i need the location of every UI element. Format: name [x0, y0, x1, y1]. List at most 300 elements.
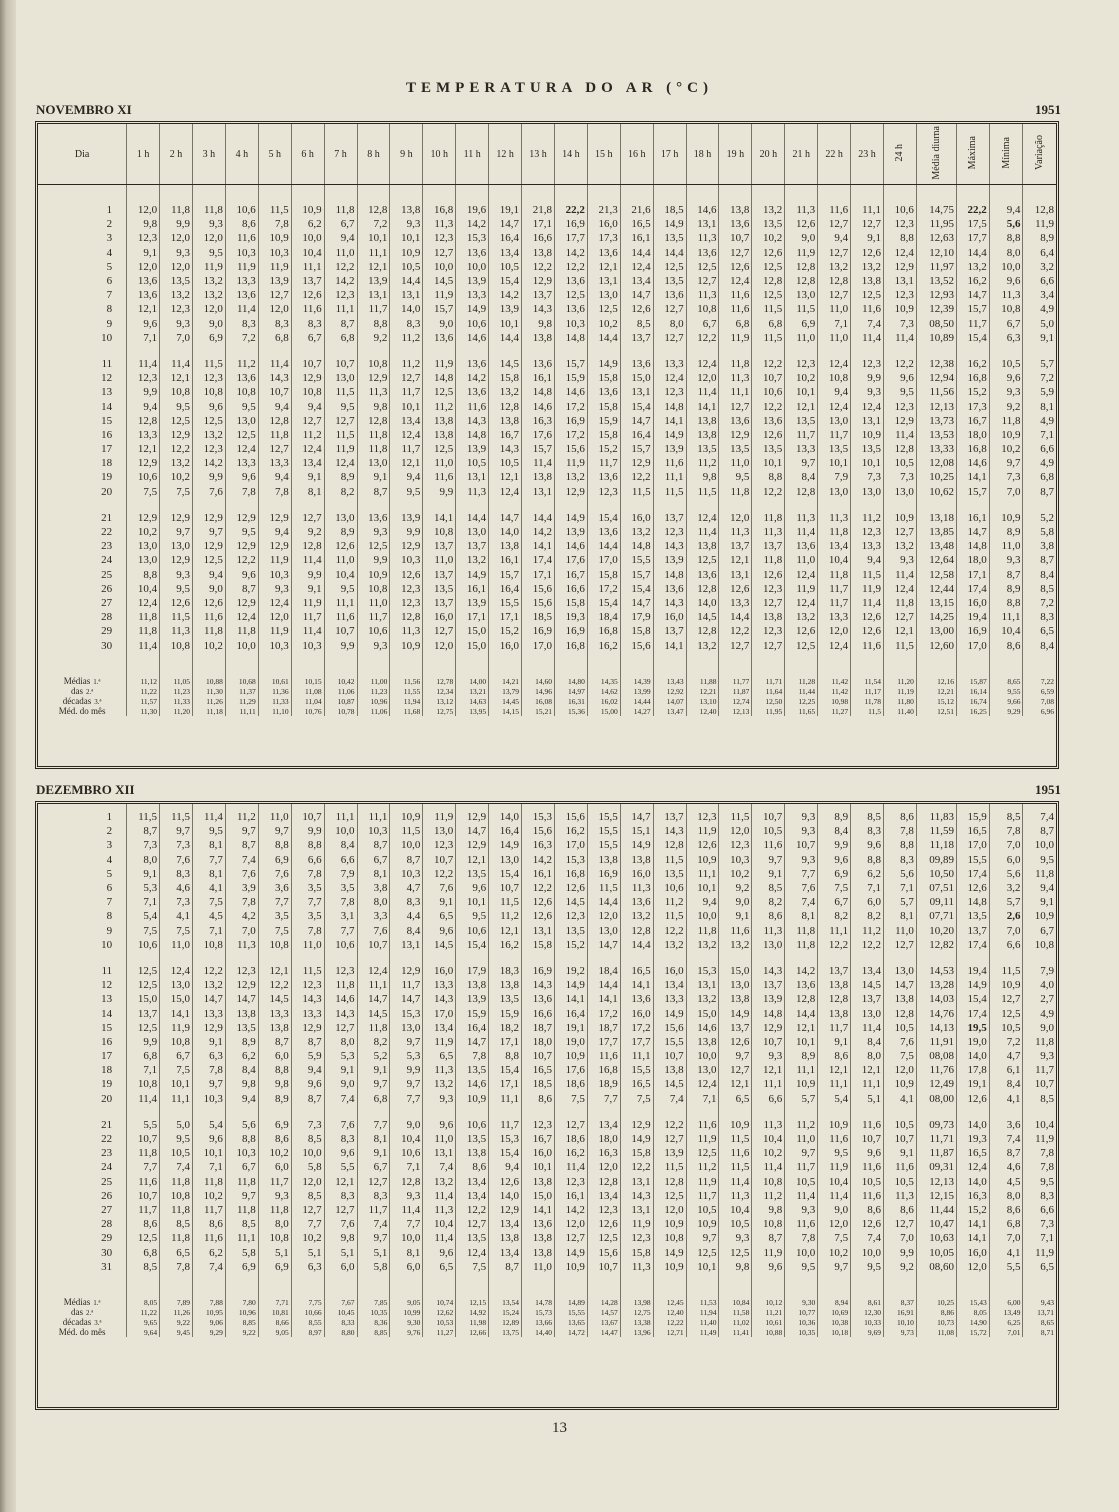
temperature-value: 11,7	[818, 582, 851, 596]
temperature-value: 7,6	[357, 924, 390, 938]
temperature-value: 8,6	[851, 1203, 884, 1217]
temperature-value: 13,6	[620, 357, 653, 371]
temperature-value: 12,0	[719, 824, 752, 838]
temperature-value: 11,0	[785, 1132, 818, 1146]
spacer-cell	[127, 1106, 160, 1118]
temperature-value: 21,8	[522, 203, 555, 217]
december-temperature-table	[38, 804, 1056, 1337]
temperature-value: 13,7	[818, 964, 851, 978]
temperature-value: 12,8	[785, 992, 818, 1006]
mean-value: 11,11	[225, 707, 258, 717]
temperature-value: 13,8	[390, 203, 423, 217]
mean-value: 14,60	[522, 677, 555, 687]
table-row	[38, 1245, 1056, 1259]
temperature-value: 13,18	[916, 511, 956, 525]
temperature-value: 16,9	[554, 217, 587, 231]
temperature-value: 15,9	[554, 371, 587, 385]
mean-value: 12,89	[489, 1318, 522, 1328]
temperature-value: 7,4	[851, 317, 884, 331]
table-row	[38, 442, 1056, 456]
table-row	[38, 203, 1056, 217]
temperature-value: 16,7	[522, 1132, 555, 1146]
temperature-value: 13,1	[686, 217, 719, 231]
mean-value: 11,42	[818, 677, 851, 687]
spacer-cell	[686, 653, 719, 665]
spacer-cell	[258, 185, 291, 204]
temperature-value: 11,9	[291, 596, 324, 610]
temperature-value: 12,7	[719, 246, 752, 260]
spacer-cell	[456, 185, 489, 204]
temperature-value: 14,9	[456, 302, 489, 316]
temperature-value: 11,5	[653, 1160, 686, 1174]
temperature-value: 9,6	[851, 1146, 884, 1160]
temperature-value: 11,6	[851, 1160, 884, 1174]
mean-value: 14,00	[456, 677, 489, 687]
temperature-value: 13,2	[686, 938, 719, 952]
temperature-value: 09,89	[916, 853, 956, 867]
temperature-value: 7,0	[989, 924, 1023, 938]
temperature-value: 8,5	[1023, 1092, 1056, 1106]
temperature-value: 14,4	[587, 978, 620, 992]
column-header: 20 h	[752, 124, 785, 185]
temperature-value: 8,7	[324, 317, 357, 331]
temperature-value: 14,8	[957, 539, 990, 553]
temperature-value: 8,1	[884, 909, 917, 923]
temperature-value: 12,3	[390, 596, 423, 610]
temperature-value: 11,7	[587, 456, 620, 470]
table-row	[38, 331, 1056, 345]
temperature-value: 13,8	[456, 978, 489, 992]
temperature-value: 14,2	[554, 246, 587, 260]
temperature-value: 7,2	[225, 331, 258, 345]
temperature-value: 17,0	[957, 638, 990, 652]
temperature-value: 13,6	[357, 511, 390, 525]
temperature-value: 10,4	[989, 624, 1023, 638]
temperature-value: 14,3	[522, 978, 555, 992]
temperature-value: 9,3	[851, 385, 884, 399]
temperature-value: 6,8	[324, 331, 357, 345]
mean-value: 8,05	[957, 1308, 990, 1318]
spacer-cell	[884, 1274, 917, 1286]
temperature-value: 19,0	[554, 1035, 587, 1049]
temperature-value: 16,8	[957, 442, 990, 456]
temperature-value: 16,0	[620, 511, 653, 525]
temperature-value: 12,0	[192, 231, 225, 245]
temperature-value: 12,60	[916, 638, 956, 652]
temperature-value: 12,7	[390, 371, 423, 385]
temperature-value: 11,5	[686, 485, 719, 499]
temperature-value: 12,2	[456, 1203, 489, 1217]
spacer-cell	[357, 952, 390, 964]
temperature-value: 12,9	[258, 511, 291, 525]
temperature-value: 11,1	[357, 810, 390, 824]
temperature-value: 16,7	[957, 414, 990, 428]
temperature-value: 11,97	[916, 260, 956, 274]
day-number: 19	[101, 471, 113, 484]
spacer-cell	[160, 185, 193, 204]
mean-value: 12,40	[686, 707, 719, 717]
mean-value: 12,34	[423, 687, 456, 697]
temperature-value: 8,8	[989, 596, 1023, 610]
temperature-value: 14,0	[957, 1175, 990, 1189]
mean-value: 9,30	[785, 1298, 818, 1308]
temperature-value: 12,4	[127, 596, 160, 610]
temperature-value: 11,6	[192, 610, 225, 624]
temperature-value: 11,4	[192, 810, 225, 824]
temperature-value: 12,5	[686, 1146, 719, 1160]
temperature-value: 13,3	[423, 978, 456, 992]
table-row	[38, 385, 1056, 399]
spacer-cell	[357, 345, 390, 357]
temperature-value: 7,3	[884, 470, 917, 484]
temperature-value: 13,28	[916, 978, 956, 992]
table-row	[38, 924, 1056, 938]
temperature-value: 10,6	[456, 924, 489, 938]
temperature-value: 9,8	[225, 1077, 258, 1091]
table-row	[38, 1146, 1056, 1160]
mean-value: 10,45	[324, 1308, 357, 1318]
spacer-cell	[390, 1274, 423, 1286]
temperature-value: 9,1	[719, 909, 752, 923]
temperature-value: 18,9	[587, 1077, 620, 1091]
temperature-value: 12,58	[916, 568, 956, 582]
spacer-cell	[851, 952, 884, 964]
temperature-value: 11,9	[423, 810, 456, 824]
temperature-value: 6,9	[192, 331, 225, 345]
temperature-value: 12,2	[554, 260, 587, 274]
temperature-value: 9,3	[719, 1231, 752, 1245]
day-number: 18	[101, 457, 113, 470]
temperature-value: 13,4	[390, 414, 423, 428]
temperature-value: 9,2	[357, 331, 390, 345]
mean-value: 11,06	[357, 707, 390, 717]
temperature-value: 12,7	[989, 992, 1023, 1006]
day-number: 26	[101, 1189, 113, 1202]
temperature-value: 13,52	[916, 274, 956, 288]
temperature-value: 18,5	[522, 1077, 555, 1091]
temperature-value: 10,3	[719, 853, 752, 867]
temperature-value: 7,3	[291, 1118, 324, 1132]
spacer-cell	[324, 1106, 357, 1118]
temperature-value: 12,64	[916, 553, 956, 567]
temperature-value: 9,3	[884, 553, 917, 567]
temperature-value: 13,0	[851, 1006, 884, 1020]
temperature-value: 19,1	[957, 1077, 990, 1091]
temperature-value: 12,8	[587, 1175, 620, 1189]
temperature-value: 12,7	[653, 331, 686, 345]
temperature-value: 9,3	[390, 217, 423, 231]
temperature-value: 9,1	[423, 895, 456, 909]
temperature-value: 16,0	[423, 610, 456, 624]
temperature-value: 4,9	[1023, 302, 1056, 316]
temperature-value: 11,1	[357, 978, 390, 992]
spacer-cell	[989, 1106, 1023, 1118]
table-row	[38, 1189, 1056, 1203]
spacer-cell	[38, 1106, 127, 1118]
temperature-value: 10,8	[225, 385, 258, 399]
temperature-value: 11,8	[258, 428, 291, 442]
temperature-value: 12,7	[291, 1203, 324, 1217]
temperature-value: 9,9	[423, 485, 456, 499]
temperature-value: 17,1	[522, 217, 555, 231]
temperature-value: 8,1	[390, 1245, 423, 1259]
temperature-value: 12,4	[225, 442, 258, 456]
temperature-value: 12,7	[719, 399, 752, 413]
table-row	[38, 1021, 1056, 1035]
temperature-value: 14,6	[324, 992, 357, 1006]
temperature-value: 10,8	[357, 357, 390, 371]
temperature-value: 8,4	[1023, 568, 1056, 582]
temperature-value: 9,1	[851, 231, 884, 245]
temperature-value: 10,4	[1023, 1118, 1056, 1132]
temperature-value: 14,1	[957, 470, 990, 484]
day-number: 25	[101, 1175, 113, 1188]
column-header: 19 h	[719, 124, 752, 185]
spacer-cell	[957, 1274, 990, 1286]
temperature-value: 17,6	[554, 553, 587, 567]
temperature-value: 12,8	[653, 838, 686, 852]
temperature-value: 9,8	[686, 470, 719, 484]
temperature-value: 9,0	[785, 231, 818, 245]
day-number: 6	[106, 275, 113, 288]
temperature-value: 12,3	[884, 217, 917, 231]
temperature-value: 13,8	[258, 1021, 291, 1035]
temperature-value: 15,2	[957, 385, 990, 399]
temperature-value: 9,4	[324, 231, 357, 245]
table-row	[38, 357, 1056, 371]
temperature-value: 13,6	[653, 582, 686, 596]
day-number: 16	[101, 428, 113, 441]
temperature-value: 15,4	[587, 596, 620, 610]
spacer-cell	[522, 1274, 555, 1286]
spacer-cell	[719, 345, 752, 357]
temperature-value: 13,5	[653, 867, 686, 881]
temperature-value: 8,1	[357, 1132, 390, 1146]
spacer-cell	[719, 653, 752, 665]
temperature-value: 11,9	[423, 288, 456, 302]
spacer-cell	[456, 653, 489, 665]
temperature-value: 11,6	[456, 399, 489, 413]
temperature-value: 12,9	[489, 1203, 522, 1217]
temperature-value: 6,9	[258, 1260, 291, 1274]
temperature-value: 12,1	[884, 624, 917, 638]
temperature-value: 11,5	[291, 964, 324, 978]
temperature-value: 5,7	[989, 895, 1023, 909]
temperature-value: 13,5	[752, 217, 785, 231]
temperature-value: 10,1	[390, 399, 423, 413]
temperature-value: 13,6	[785, 978, 818, 992]
temperature-value: 17,7	[620, 1035, 653, 1049]
mean-value: 14,35	[587, 677, 620, 687]
temperature-value: 11,7	[390, 978, 423, 992]
temperature-value: 13,7	[752, 978, 785, 992]
temperature-value: 13,7	[653, 810, 686, 824]
temperature-value: 12,2	[686, 331, 719, 345]
spacer-cell	[258, 1274, 291, 1286]
temperature-value: 13,8	[752, 610, 785, 624]
temperature-value: 8,0	[851, 1049, 884, 1063]
means-label	[38, 687, 127, 697]
temperature-value: 19,0	[957, 1035, 990, 1049]
temperature-value: 13,8	[456, 1146, 489, 1160]
mean-value: 11,78	[851, 697, 884, 707]
temperature-value: 13,9	[653, 553, 686, 567]
temperature-value: 8,4	[1023, 638, 1056, 652]
mean-value: 15,43	[957, 1298, 990, 1308]
spacer-cell	[752, 1274, 785, 1286]
spacer-cell	[38, 952, 127, 964]
mean-value: 14,62	[587, 687, 620, 697]
spacer-cell	[160, 653, 193, 665]
temperature-value: 14,8	[653, 399, 686, 413]
temperature-value: 11,9	[258, 260, 291, 274]
mean-value: 10,18	[818, 1328, 851, 1338]
temperature-value: 9,6	[192, 399, 225, 413]
spacer-cell	[884, 952, 917, 964]
temperature-value: 6,8	[1023, 470, 1056, 484]
temperature-value: 12,13	[916, 399, 956, 413]
temperature-value: 6,8	[357, 1092, 390, 1106]
temperature-value: 9,9	[357, 553, 390, 567]
temperature-value: 10,6	[456, 1118, 489, 1132]
temperature-value: 14,7	[489, 511, 522, 525]
temperature-value: 13,0	[818, 485, 851, 499]
temperature-value: 9,4	[258, 399, 291, 413]
spacer-cell	[884, 1106, 917, 1118]
temperature-value: 14,7	[620, 810, 653, 824]
temperature-value: 12,2	[225, 553, 258, 567]
temperature-value: 10,7	[587, 1260, 620, 1274]
day-number: 25	[101, 568, 113, 581]
spacer-cell	[258, 1106, 291, 1118]
temperature-value: 12,6	[554, 881, 587, 895]
means-row	[38, 1308, 1056, 1318]
temperature-value: 13,1	[620, 1203, 653, 1217]
temperature-value: 13,6	[587, 246, 620, 260]
temperature-value: 11,8	[192, 624, 225, 638]
column-header: 8 h	[357, 124, 390, 185]
temperature-value: 7,7	[291, 1217, 324, 1231]
temperature-value: 11,3	[719, 371, 752, 385]
temperature-value: 11,7	[291, 610, 324, 624]
mean-value: 11,27	[423, 1328, 456, 1338]
temperature-value: 19,6	[456, 203, 489, 217]
temperature-value: 12,5	[851, 288, 884, 302]
temperature-value: 7,8	[225, 485, 258, 499]
temperature-value: 11,2	[225, 810, 258, 824]
temperature-value: 12,8	[357, 414, 390, 428]
temperature-value: 12,3	[192, 371, 225, 385]
temperature-value: 11,5	[324, 428, 357, 442]
temperature-value: 6,7	[686, 317, 719, 331]
spacer-cell	[554, 1274, 587, 1286]
spacer-cell	[291, 499, 324, 511]
temperature-value: 8,6	[752, 909, 785, 923]
spacer-cell	[587, 345, 620, 357]
temperature-value: 9,7	[686, 1231, 719, 1245]
spacer-cell	[686, 952, 719, 964]
temperature-value: 13,6	[456, 385, 489, 399]
temperature-value: 10,8	[258, 1231, 291, 1245]
temperature-value: 12,2	[258, 978, 291, 992]
temperature-value: 10,3	[192, 1092, 225, 1106]
temperature-value: 12,3	[554, 909, 587, 923]
temperature-value: 12,5	[752, 260, 785, 274]
mean-value: 12,50	[752, 697, 785, 707]
temperature-value: 11,8	[192, 203, 225, 217]
mean-value: 12,62	[423, 1308, 456, 1318]
temperature-value: 8,8	[258, 838, 291, 852]
temperature-value: 9,1	[818, 1035, 851, 1049]
spacer-cell	[653, 653, 686, 665]
temperature-value: 11,4	[884, 568, 917, 582]
temperature-value: 8,7	[1023, 485, 1056, 499]
mean-value: 13,96	[620, 1328, 653, 1338]
temperature-value: 12,5	[423, 385, 456, 399]
temperature-value: 9,0	[818, 1203, 851, 1217]
temperature-value: 8,3	[1023, 610, 1056, 624]
temperature-value: 11,3	[719, 525, 752, 539]
temperature-value: 10,8	[686, 302, 719, 316]
mean-value: 11,55	[390, 687, 423, 697]
temperature-value: 12,7	[357, 1175, 390, 1189]
temperature-value: 11,8	[225, 1175, 258, 1189]
temperature-value: 12,08	[916, 456, 956, 470]
temperature-value: 10,9	[357, 568, 390, 582]
temperature-value: 11,9	[225, 260, 258, 274]
table-row	[38, 302, 1056, 316]
temperature-value: 13,6	[127, 288, 160, 302]
temperature-value: 7,7	[192, 853, 225, 867]
temperature-value: 10,62	[916, 485, 956, 499]
temperature-value: 9,4	[258, 470, 291, 484]
temperature-value: 19,3	[554, 610, 587, 624]
temperature-value: 12,5	[752, 288, 785, 302]
temperature-value: 10,2	[192, 1189, 225, 1203]
temperature-value: 10,0	[291, 1146, 324, 1160]
temperature-value: 11,3	[818, 511, 851, 525]
temperature-value: 15,3	[522, 810, 555, 824]
temperature-value: 12,6	[587, 1217, 620, 1231]
spacer-cell	[818, 185, 851, 204]
day-number: 3	[106, 232, 113, 245]
temperature-value: 7,6	[423, 881, 456, 895]
temperature-value: 11,83	[916, 810, 956, 824]
temperature-value: 11,5	[752, 331, 785, 345]
temperature-value: 13,8	[522, 1175, 555, 1189]
temperature-value: 16,4	[620, 428, 653, 442]
temperature-value: 12,8	[884, 442, 917, 456]
temperature-value: 12,8	[127, 414, 160, 428]
temperature-value: 11,6	[884, 1160, 917, 1174]
mean-value: 10,84	[719, 1298, 752, 1308]
temperature-value: 10,9	[719, 1118, 752, 1132]
temperature-value: 12,1	[357, 260, 390, 274]
temperature-value: 8,9	[818, 810, 851, 824]
mean-value: 16,02	[587, 697, 620, 707]
temperature-value: 11,0	[423, 456, 456, 470]
decade-mark: 1.ª	[93, 677, 101, 686]
spacer-cell	[1023, 952, 1056, 964]
temperature-value: 15,8	[489, 371, 522, 385]
temperature-value: 22,2	[554, 203, 587, 217]
mean-value: 10,53	[423, 1318, 456, 1328]
spacer-cell	[225, 1106, 258, 1118]
temperature-value: 9,6	[423, 1118, 456, 1132]
temperature-value: 13,4	[653, 978, 686, 992]
spacer-cell	[522, 665, 555, 677]
table-row	[38, 1260, 1056, 1274]
